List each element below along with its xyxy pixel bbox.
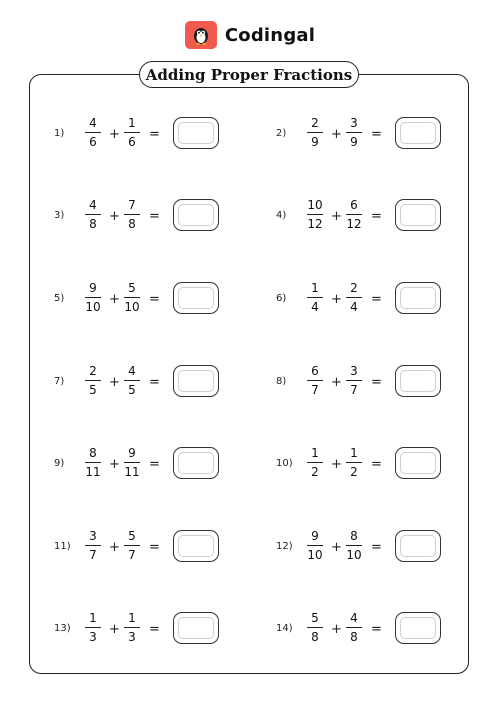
equals-sign: =: [149, 292, 160, 307]
fraction-a: [82, 611, 104, 644]
fraction-bar: [85, 627, 101, 628]
denominator: 9: [311, 135, 319, 149]
denominator: 6: [89, 135, 97, 149]
problem-number: 9): [54, 458, 65, 469]
fraction-bar: [307, 462, 323, 463]
numerator: 6: [311, 364, 319, 378]
equals-sign: =: [371, 540, 382, 555]
fraction-bar: [124, 132, 140, 133]
problem-number: 13): [54, 623, 71, 634]
answer-box[interactable]: [173, 530, 219, 562]
problem-item: [54, 611, 254, 651]
header: [0, 18, 500, 52]
denominator: 7: [128, 548, 136, 562]
worksheet-title: Adding Proper Fractions: [145, 65, 353, 84]
plus-sign: +: [331, 209, 342, 224]
numerator: 2: [89, 364, 97, 378]
problem-item: [54, 446, 254, 486]
plus-sign: +: [109, 375, 120, 390]
brand-name: Codingal: [224, 24, 316, 46]
fraction-bar: [85, 545, 101, 546]
plus-sign: +: [109, 292, 120, 307]
problem-number: 6): [276, 293, 287, 304]
fraction-a: [304, 364, 326, 397]
numerator: 1: [128, 116, 136, 130]
numerator: 4: [128, 364, 136, 378]
denominator: 12: [307, 217, 323, 231]
answer-box[interactable]: [395, 447, 441, 479]
numerator: 4: [89, 116, 97, 130]
answer-box[interactable]: [173, 447, 219, 479]
problem-item: [276, 281, 476, 321]
fraction-a: [304, 281, 326, 314]
fraction-bar: [85, 462, 101, 463]
numerator: 7: [128, 198, 136, 212]
denominator: 11: [85, 465, 101, 479]
fraction-bar: [124, 462, 140, 463]
answer-box[interactable]: [395, 282, 441, 314]
plus-sign: +: [109, 540, 120, 555]
denominator: 11: [124, 465, 140, 479]
denominator: 10: [346, 548, 362, 562]
answer-box[interactable]: [395, 365, 441, 397]
plus-sign: +: [331, 457, 342, 472]
fraction-b: [121, 611, 143, 644]
fraction-bar: [307, 214, 323, 215]
answer-box[interactable]: [173, 199, 219, 231]
problem-item: [276, 529, 476, 569]
fraction-b: [343, 116, 365, 149]
denominator: 7: [350, 383, 358, 397]
fraction-bar: [346, 545, 362, 546]
fraction-bar: [346, 297, 362, 298]
numerator: 1: [128, 611, 136, 625]
numerator: 4: [350, 611, 358, 625]
plus-sign: +: [331, 127, 342, 142]
plus-sign: +: [331, 292, 342, 307]
problem-item: [54, 116, 254, 156]
fraction-b: [343, 611, 365, 644]
fraction-bar: [307, 297, 323, 298]
problem-item: [276, 611, 476, 651]
problem-item: [276, 364, 476, 404]
fraction-b: [343, 281, 365, 314]
problem-number: 12): [276, 541, 293, 552]
fraction-bar: [346, 380, 362, 381]
numerator: 9: [311, 529, 319, 543]
plus-sign: +: [109, 209, 120, 224]
fraction-bar: [307, 132, 323, 133]
fraction-a: [82, 281, 104, 314]
numerator: 5: [128, 529, 136, 543]
denominator: 7: [89, 548, 97, 562]
problem-item: [276, 198, 476, 238]
answer-box[interactable]: [173, 365, 219, 397]
plus-sign: +: [109, 457, 120, 472]
numerator: 8: [89, 446, 97, 460]
plus-sign: +: [331, 540, 342, 555]
numerator: 5: [128, 281, 136, 295]
fraction-bar: [85, 132, 101, 133]
equals-sign: =: [149, 457, 160, 472]
problem-item: [276, 116, 476, 156]
fraction-b: [343, 198, 365, 231]
numerator: 1: [350, 446, 358, 460]
equals-sign: =: [371, 127, 382, 142]
denominator: 5: [128, 383, 136, 397]
answer-box[interactable]: [395, 199, 441, 231]
fraction-bar: [124, 627, 140, 628]
denominator: 8: [128, 217, 136, 231]
fraction-a: [82, 446, 104, 479]
numerator: 10: [307, 198, 323, 212]
fraction-a: [304, 611, 326, 644]
equals-sign: =: [149, 375, 160, 390]
fraction-bar: [307, 380, 323, 381]
numerator: 3: [350, 364, 358, 378]
denominator: 10: [85, 300, 101, 314]
numerator: 1: [311, 446, 319, 460]
plus-sign: +: [331, 375, 342, 390]
denominator: 8: [311, 630, 319, 644]
problem-item: [54, 198, 254, 238]
fraction-a: [304, 529, 326, 562]
equals-sign: =: [149, 127, 160, 142]
numerator: 9: [128, 446, 136, 460]
denominator: 3: [128, 630, 136, 644]
fraction-b: [343, 364, 365, 397]
equals-sign: =: [149, 540, 160, 555]
worksheet-title-pill: [139, 61, 359, 88]
plus-sign: +: [109, 622, 120, 637]
problem-number: 7): [54, 376, 65, 387]
denominator: 9: [350, 135, 358, 149]
fraction-bar: [85, 380, 101, 381]
equals-sign: =: [371, 622, 382, 637]
denominator: 5: [89, 383, 97, 397]
numerator: 1: [89, 611, 97, 625]
equals-sign: =: [371, 457, 382, 472]
problem-number: 11): [54, 541, 71, 552]
equals-sign: =: [149, 209, 160, 224]
fraction-bar: [124, 380, 140, 381]
answer-box[interactable]: [173, 117, 219, 149]
denominator: 10: [307, 548, 323, 562]
numerator: 2: [311, 116, 319, 130]
answer-box[interactable]: [395, 117, 441, 149]
fraction-b: [121, 198, 143, 231]
answer-box[interactable]: [395, 612, 441, 644]
equals-sign: =: [371, 292, 382, 307]
fraction-b: [343, 529, 365, 562]
fraction-b: [121, 281, 143, 314]
equals-sign: =: [149, 622, 160, 637]
problem-number: 4): [276, 210, 287, 221]
numerator: 3: [350, 116, 358, 130]
fraction-bar: [124, 545, 140, 546]
numerator: 1: [311, 281, 319, 295]
answer-box[interactable]: [395, 530, 441, 562]
denominator: 3: [89, 630, 97, 644]
problem-number: 2): [276, 128, 287, 139]
numerator: 8: [350, 529, 358, 543]
answer-box[interactable]: [173, 612, 219, 644]
denominator: 2: [350, 465, 358, 479]
fraction-bar: [346, 462, 362, 463]
problem-item: [276, 446, 476, 486]
numerator: 4: [89, 198, 97, 212]
fraction-bar: [85, 214, 101, 215]
problem-number: 14): [276, 623, 293, 634]
fraction-bar: [307, 627, 323, 628]
numerator: 6: [350, 198, 358, 212]
fraction-b: [343, 446, 365, 479]
problem-number: 5): [54, 293, 65, 304]
fraction-bar: [124, 214, 140, 215]
problem-number: 8): [276, 376, 287, 387]
fraction-a: [82, 198, 104, 231]
problem-item: [54, 529, 254, 569]
fraction-a: [304, 198, 326, 231]
denominator: 4: [350, 300, 358, 314]
denominator: 2: [311, 465, 319, 479]
fraction-a: [82, 529, 104, 562]
denominator: 8: [350, 630, 358, 644]
equals-sign: =: [371, 375, 382, 390]
fraction-bar: [346, 627, 362, 628]
numerator: 5: [311, 611, 319, 625]
fraction-bar: [85, 297, 101, 298]
fraction-b: [121, 364, 143, 397]
fraction-a: [304, 116, 326, 149]
numerator: 2: [350, 281, 358, 295]
penguin-icon: [185, 21, 217, 49]
numerator: 3: [89, 529, 97, 543]
fraction-b: [121, 446, 143, 479]
fraction-bar: [346, 214, 362, 215]
plus-sign: +: [331, 622, 342, 637]
fraction-a: [82, 116, 104, 149]
fraction-bar: [346, 132, 362, 133]
fraction-b: [121, 116, 143, 149]
fraction-a: [82, 364, 104, 397]
problem-number: 3): [54, 210, 65, 221]
problem-number: 10): [276, 458, 293, 469]
fraction-a: [304, 446, 326, 479]
fraction-b: [121, 529, 143, 562]
problem-number: 1): [54, 128, 65, 139]
equals-sign: =: [371, 209, 382, 224]
fraction-bar: [124, 297, 140, 298]
denominator: 6: [128, 135, 136, 149]
answer-box[interactable]: [173, 282, 219, 314]
denominator: 4: [311, 300, 319, 314]
plus-sign: +: [109, 127, 120, 142]
problem-item: [54, 281, 254, 321]
problem-item: [54, 364, 254, 404]
denominator: 10: [124, 300, 140, 314]
denominator: 8: [89, 217, 97, 231]
denominator: 7: [311, 383, 319, 397]
numerator: 9: [89, 281, 97, 295]
denominator: 12: [346, 217, 362, 231]
fraction-bar: [307, 545, 323, 546]
